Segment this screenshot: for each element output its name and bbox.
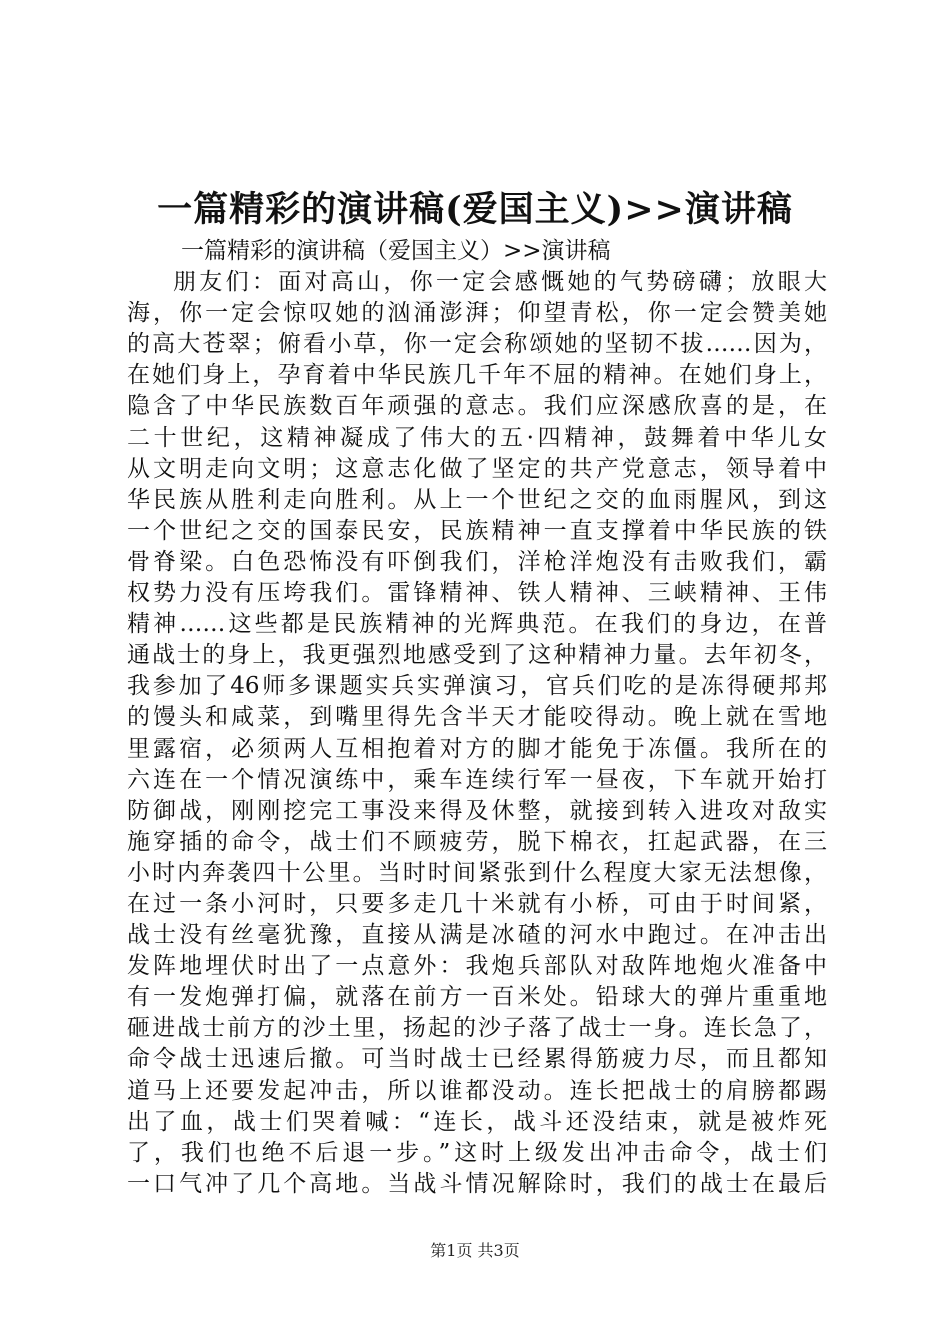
body-line: 一口气冲了几个高地。当战斗情况解除时，我们的战士在最后 — [127, 1170, 827, 1197]
body-line: 出了血，战士们哭着喊：“连长，战斗还没结束，就是被炸死 — [127, 1108, 827, 1135]
body-line: 命令战士迅速后撤。可当时战士已经累得筋疲力尽，而且都知 — [127, 1046, 827, 1073]
body-line: 小时内奔袭四十公里。当时时间紧张到什么程度大家无法想像， — [127, 859, 827, 886]
body-line: 一篇精彩的演讲稿（爱国主义）>>演讲稿 — [181, 238, 611, 264]
body-line: 通战士的身上，我更强烈地感受到了这种精神力量。去年初冬， — [127, 642, 827, 669]
body-line: 海，你一定会惊叹她的汹涌澎湃；仰望青松，你一定会赞美她 — [127, 300, 827, 327]
body-line: 在她们身上，孕育着中华民族几千年不屈的精神。在她们身上， — [127, 362, 827, 389]
body-line: 我参加了46师多课题实兵实弹演习，官兵们吃的是冻得硬邦邦 — [127, 673, 827, 700]
body-line: 防御战，刚刚挖完工事没来得及休整，就接到转入进攻对敌实 — [127, 797, 827, 824]
body-line: 道马上还要发起冲击，所以谁都没动。连长把战士的肩膀都踢 — [127, 1077, 827, 1104]
page-footer: 第1页 共3页 — [430, 1241, 520, 1260]
body-line: 隐含了中华民族数百年顽强的意志。我们应深感欣喜的是，在 — [127, 393, 827, 420]
body-line: 的高大苍翠；俯看小草，你一定会称颂她的坚韧不拔……因为， — [127, 331, 827, 358]
body-line: 六连在一个情况演练中，乘车连续行军一昼夜，下车就开始打 — [127, 766, 827, 793]
body-line: 发阵地埋伏时出了一点意外：我炮兵部队对敌阵地炮火准备中 — [127, 953, 827, 980]
body-line: 精神……这些都是民族精神的光辉典范。在我们的身边，在普 — [127, 611, 827, 638]
body-line: 华民族从胜利走向胜利。从上一个世纪之交的血雨腥风，到这 — [127, 486, 827, 513]
body-line: 施穿插的命令，战士们不顾疲劳，脱下棉衣，扛起武器，在三 — [127, 828, 827, 855]
body-line: 从文明走向文明；这意志化做了坚定的共产党意志，领导着中 — [127, 455, 827, 482]
body-line: 了，我们也绝不后退一步。”这时上级发出冲击命令，战士们 — [127, 1139, 827, 1166]
body-line: 里露宿，必须两人互相抱着对方的脚才能免于冻僵。我所在的 — [127, 735, 827, 762]
body-line: 朋友们：面对高山，你一定会感慨她的气势磅礴；放眼大 — [173, 269, 827, 296]
body-line: 的馒头和咸菜，到嘴里得先含半天才能咬得动。晚上就在雪地 — [127, 704, 827, 731]
body-line: 二十世纪，这精神凝成了伟大的五·四精神，鼓舞着中华儿女 — [127, 424, 827, 451]
body-line: 一个世纪之交的国泰民安，民族精神一直支撑着中华民族的铁 — [127, 517, 827, 544]
document-body — [127, 236, 827, 1200]
body-line: 权势力没有压垮我们。雷锋精神、铁人精神、三峡精神、王伟 — [127, 580, 827, 607]
body-line: 在过一条小河时，只要多走几十米就有小桥，可由于时间紧， — [127, 890, 827, 917]
body-line: 骨脊梁。白色恐怖没有吓倒我们，洋枪洋炮没有击败我们，霸 — [127, 548, 827, 575]
body-line: 战士没有丝毫犹豫，直接从满是冰碴的河水中跑过。在冲击出 — [127, 922, 827, 949]
body-line: 砸进战士前方的沙土里，扬起的沙子落了战士一身。连长急了， — [127, 1015, 827, 1042]
body-line: 有一发炮弹打偏，就落在前方一百米处。铅球大的弹片重重地 — [127, 984, 827, 1011]
document-title: 一篇精彩的演讲稿(爱国主义)>>演讲稿 — [157, 189, 793, 230]
